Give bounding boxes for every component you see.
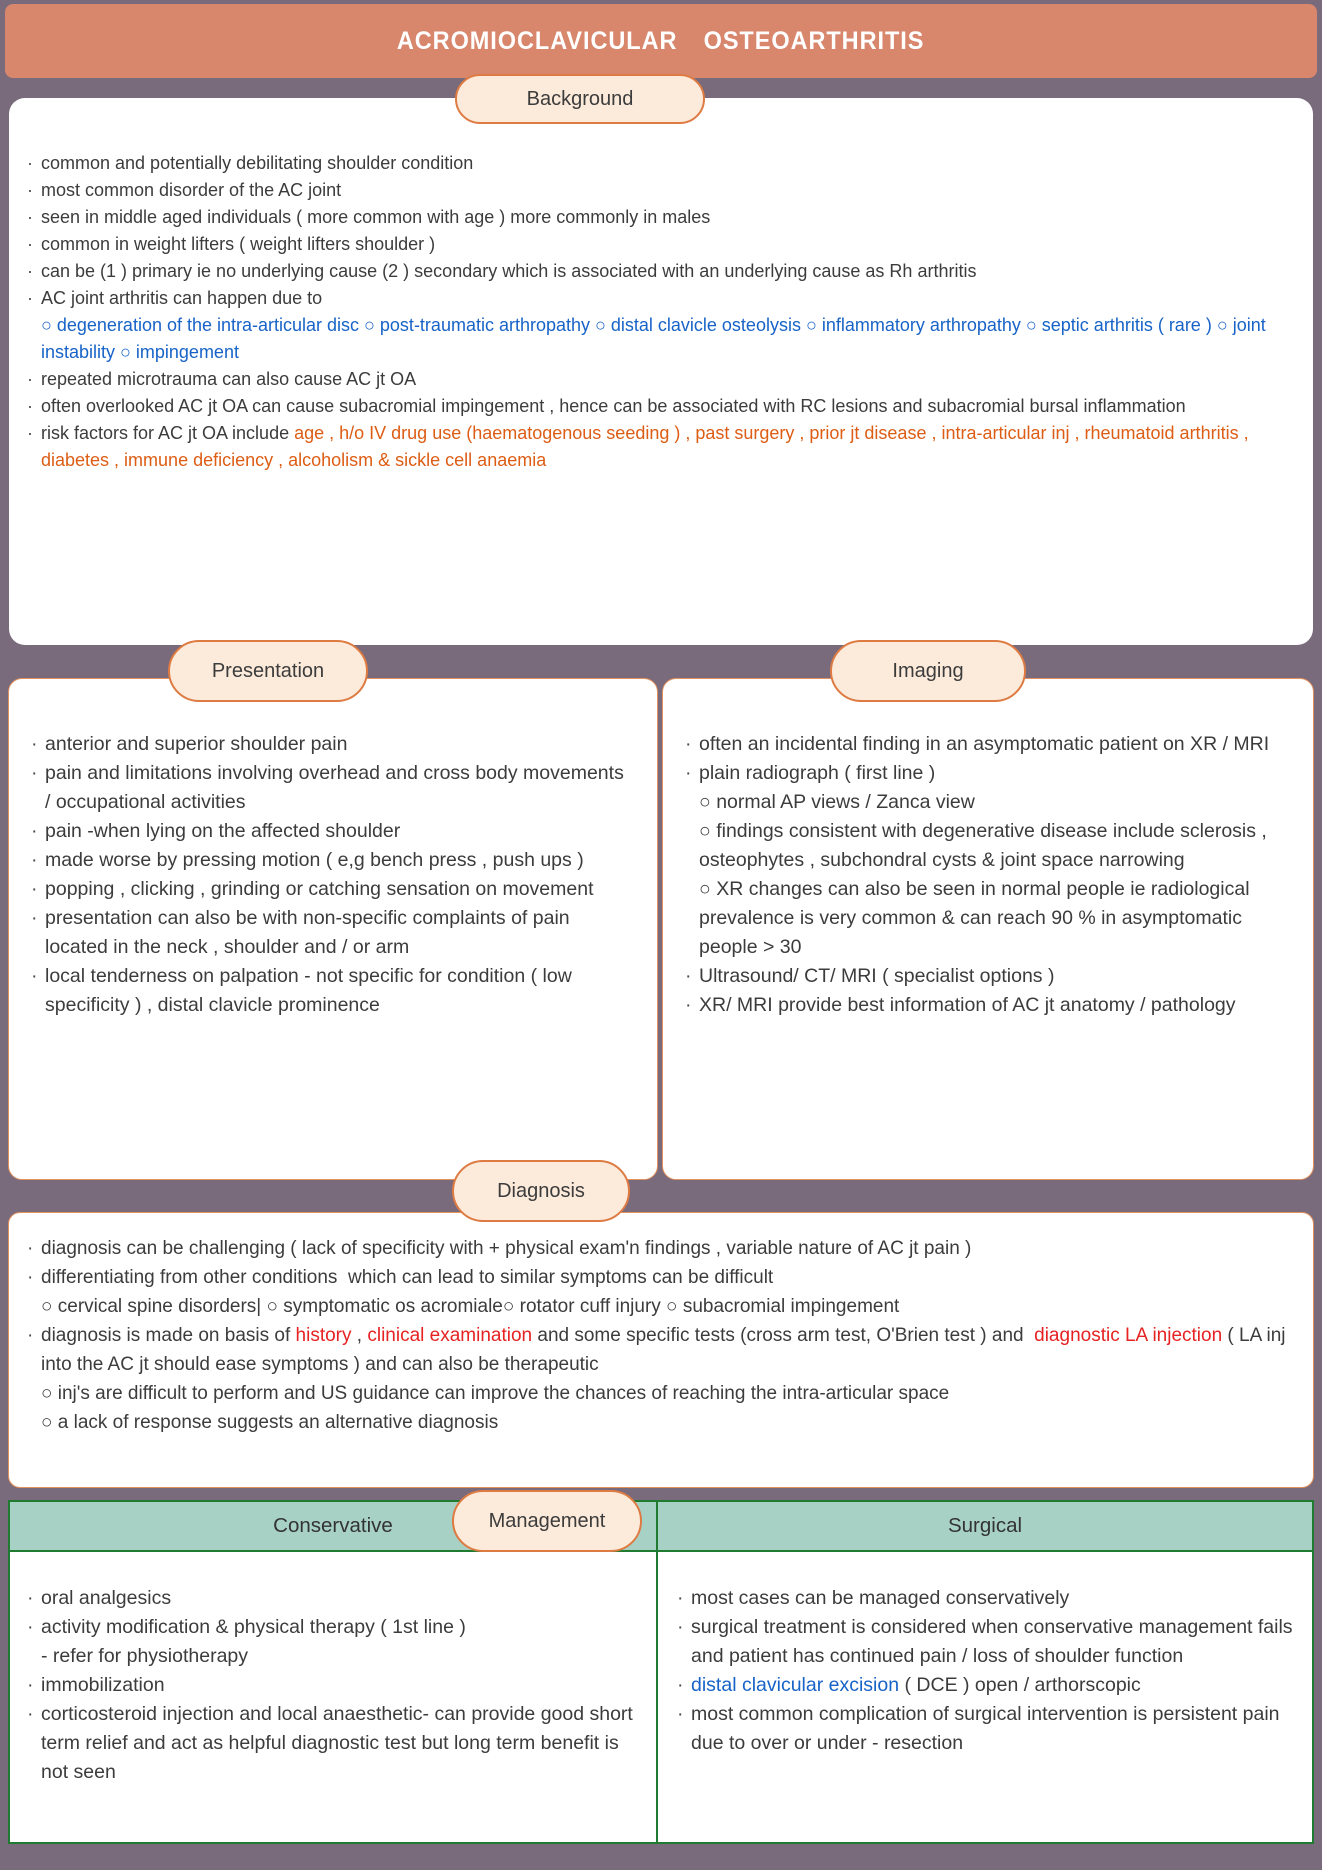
- text-run: Ultrasound/ CT/ MRI ( specialist options ): [699, 965, 1055, 987]
- list-item: [682, 730, 1296, 759]
- list-item: [24, 231, 1296, 258]
- sub-line: [41, 312, 1296, 366]
- text-run: activity modification & physical therapy ( 1st line ): [41, 1616, 466, 1638]
- text-run: ○ findings consistent with degenerative disease include sclerosis , osteophytes , subchondral cysts & joint space narrowing: [699, 820, 1273, 871]
- list-item: [24, 177, 1296, 204]
- imaging-section-label: Imaging: [892, 659, 964, 682]
- text-run: history: [295, 1325, 352, 1346]
- sub-line: [41, 1408, 1304, 1437]
- sub-line: [41, 1379, 1304, 1408]
- text-run: ( DCE ) open / arthorscopic: [899, 1674, 1141, 1696]
- text-run: AC joint arthritis can happen due to: [41, 288, 323, 308]
- text-run: distal clavicular excision: [691, 1674, 900, 1696]
- text-run: common and potentially debilitating shoulder condition: [41, 153, 474, 173]
- background-section-label: Background: [526, 87, 634, 110]
- text-run: repeated microtrauma can also cause AC jt OA: [41, 369, 417, 389]
- list-item: [28, 730, 634, 759]
- management-section-pill: [452, 1490, 642, 1552]
- text-run: oral analgesics: [41, 1587, 172, 1609]
- list-item: [24, 285, 1296, 366]
- text-run: most common complication of surgical intervention is persistent pain due to over or under - resection: [691, 1703, 1285, 1754]
- imaging-list: [682, 730, 1296, 1020]
- sub-line: [699, 788, 1296, 817]
- list-item: [28, 817, 634, 846]
- text-run: can be (1 ) primary ie no underlying cause (2 ) secondary which is associated with an underlying cause as Rh arthritis: [41, 261, 977, 281]
- list-item: [28, 759, 634, 817]
- imaging-section-pill: [830, 640, 1026, 702]
- text-run: XR/ MRI provide best information of AC jt anatomy / pathology: [699, 994, 1236, 1016]
- surgical-column: [658, 1552, 1312, 1844]
- list-item: [24, 366, 1296, 393]
- list-item: [674, 1584, 1300, 1613]
- list-item: [24, 1584, 642, 1613]
- text-run: immobilization: [41, 1674, 165, 1696]
- text-run: age , h/o IV drug use (haematogenous seeding ) , past surgery , prior jt disease , intra-articular inj , rheumatoid arthritis , diabetes , immune deficiency , alcoholism & sickle cell anaemia: [41, 423, 1254, 470]
- text-run: ○ degeneration of the intra-articular disc ○ post-traumatic arthropathy ○ distal clavicle osteolysis ○ inflammatory arthropathy ○ septic arthritis ( rare ) ○ joint instability ○ impingement: [41, 315, 1271, 362]
- list-item: [28, 904, 634, 962]
- diagnosis-list: [24, 1234, 1304, 1437]
- surgical-column-header: Surgical: [947, 1514, 1023, 1537]
- surgical-list: [674, 1584, 1300, 1758]
- list-item: [24, 1263, 1304, 1321]
- management-header-row: [10, 1502, 1312, 1552]
- text-run: differentiating from other conditions which can lead to similar symptoms can be difficult: [41, 1267, 774, 1288]
- text-run: ○ cervical spine disorders| ○ symptomatic os acromiale○ rotator cuff injury ○ subacromial impingement: [41, 1296, 900, 1317]
- text-run: plain radiograph ( first line ): [699, 762, 936, 784]
- text-run: diagnosis can be challenging ( lack of specificity with + physical exam'n findings , variable nature of AC jt pain ): [41, 1238, 972, 1259]
- management-panel: [8, 1500, 1314, 1844]
- text-run: - refer for physiotherapy: [41, 1645, 249, 1667]
- text-run: often an incidental finding in an asymptomatic patient on XR / MRI: [699, 733, 1270, 755]
- text-run: diagnosis is made on basis of: [41, 1325, 296, 1346]
- management-section-label: Management: [488, 1509, 606, 1532]
- text-run: ○ XR changes can also be seen in normal people ie radiological prevalence is very common & can reach 90 % in asymptomatic people > 30: [699, 878, 1255, 958]
- list-item: [24, 204, 1296, 231]
- text-run: often overlooked AC jt OA can cause subacromial impingement , hence can be associated with RC lesions and subacromial bursal inflammation: [41, 396, 1186, 416]
- text-run: local tenderness on palpation - not specific for condition ( low specificity ) , distal clavicle prominence: [45, 965, 578, 1016]
- presentation-section-pill: [168, 640, 368, 702]
- list-item: [24, 150, 1296, 177]
- conservative-column-header: Conservative: [10, 1502, 658, 1550]
- list-item: [24, 1671, 642, 1700]
- text-run: made worse by pressing motion ( e,g bench press , push ups ): [45, 849, 584, 871]
- list-item: [682, 759, 1296, 962]
- text-run: corticosteroid injection and local anaesthetic- can provide good short term relief and act as helpful diagnostic test but long term benefit is not seen: [41, 1703, 639, 1783]
- conservative-column: [10, 1552, 658, 1844]
- sub-line: [41, 1642, 642, 1671]
- text-run: most cases can be managed conservatively: [691, 1587, 1070, 1609]
- text-run: popping , clicking , grinding or catching sensation on movement: [45, 878, 594, 900]
- text-run: clinical examination: [367, 1325, 533, 1346]
- text-run: seen in middle aged individuals ( more common with age ) more commonly in males: [41, 207, 711, 227]
- management-body: [10, 1552, 1312, 1844]
- text-run: ○ a lack of response suggests an alternative diagnosis: [41, 1412, 499, 1433]
- list-item: [674, 1613, 1300, 1671]
- text-run: most common disorder of the AC joint: [41, 180, 342, 200]
- list-item: [674, 1700, 1300, 1758]
- list-item: [24, 258, 1296, 285]
- text-run: presentation can also be with non-specific complaints of pain located in the neck , shoulder and / or arm: [45, 907, 576, 958]
- diagnosis-section-pill: [452, 1160, 630, 1222]
- page-header: [5, 4, 1317, 78]
- text-run: surgical treatment is considered when conservative management fails and patient has continued pain / loss of shoulder function: [691, 1616, 1298, 1667]
- list-item: [24, 393, 1296, 420]
- list-item: [674, 1671, 1300, 1700]
- list-item: [24, 1321, 1304, 1437]
- list-item: [24, 1613, 642, 1671]
- list-item: [28, 875, 634, 904]
- text-run: risk factors for AC jt OA include: [41, 423, 295, 443]
- text-run: anterior and superior shoulder pain: [45, 733, 348, 755]
- background-list: [24, 150, 1296, 474]
- list-item: [24, 1234, 1304, 1263]
- background-section-pill: [455, 74, 705, 124]
- text-run: and some specific tests (cross arm test, O'Brien test ) and: [532, 1325, 1035, 1346]
- presentation-list: [28, 730, 634, 1020]
- sub-line: [699, 875, 1296, 962]
- conservative-list: [24, 1584, 642, 1787]
- sub-line: [41, 1292, 1304, 1321]
- sub-line: [699, 817, 1296, 875]
- page-title: ACROMIOCLAVICULAR OSTEOARTHRITIS: [397, 26, 925, 55]
- text-run: ,: [351, 1325, 368, 1346]
- list-item: [682, 962, 1296, 991]
- text-run: diagnostic LA injection: [1034, 1325, 1223, 1346]
- text-run: ( LA inj into the AC jt should ease symptoms ) and can also be therapeutic: [41, 1325, 1291, 1375]
- list-item: [28, 962, 634, 1020]
- diagnosis-section-label: Diagnosis: [497, 1179, 585, 1202]
- text-run: pain -when lying on the affected shoulder: [45, 820, 401, 842]
- text-run: common in weight lifters ( weight lifters shoulder ): [41, 234, 436, 254]
- list-item: [682, 991, 1296, 1020]
- list-item: [24, 1700, 642, 1787]
- presentation-section-label: Presentation: [211, 659, 325, 682]
- list-item: [24, 420, 1296, 474]
- text-run: ○ inj's are difficult to perform and US guidance can improve the chances of reaching the intra-articular space: [41, 1383, 950, 1404]
- list-item: [28, 846, 634, 875]
- text-run: ○ normal AP views / Zanca view: [699, 791, 975, 813]
- text-run: pain and limitations involving overhead and cross body movements / occupational activities: [45, 762, 630, 813]
